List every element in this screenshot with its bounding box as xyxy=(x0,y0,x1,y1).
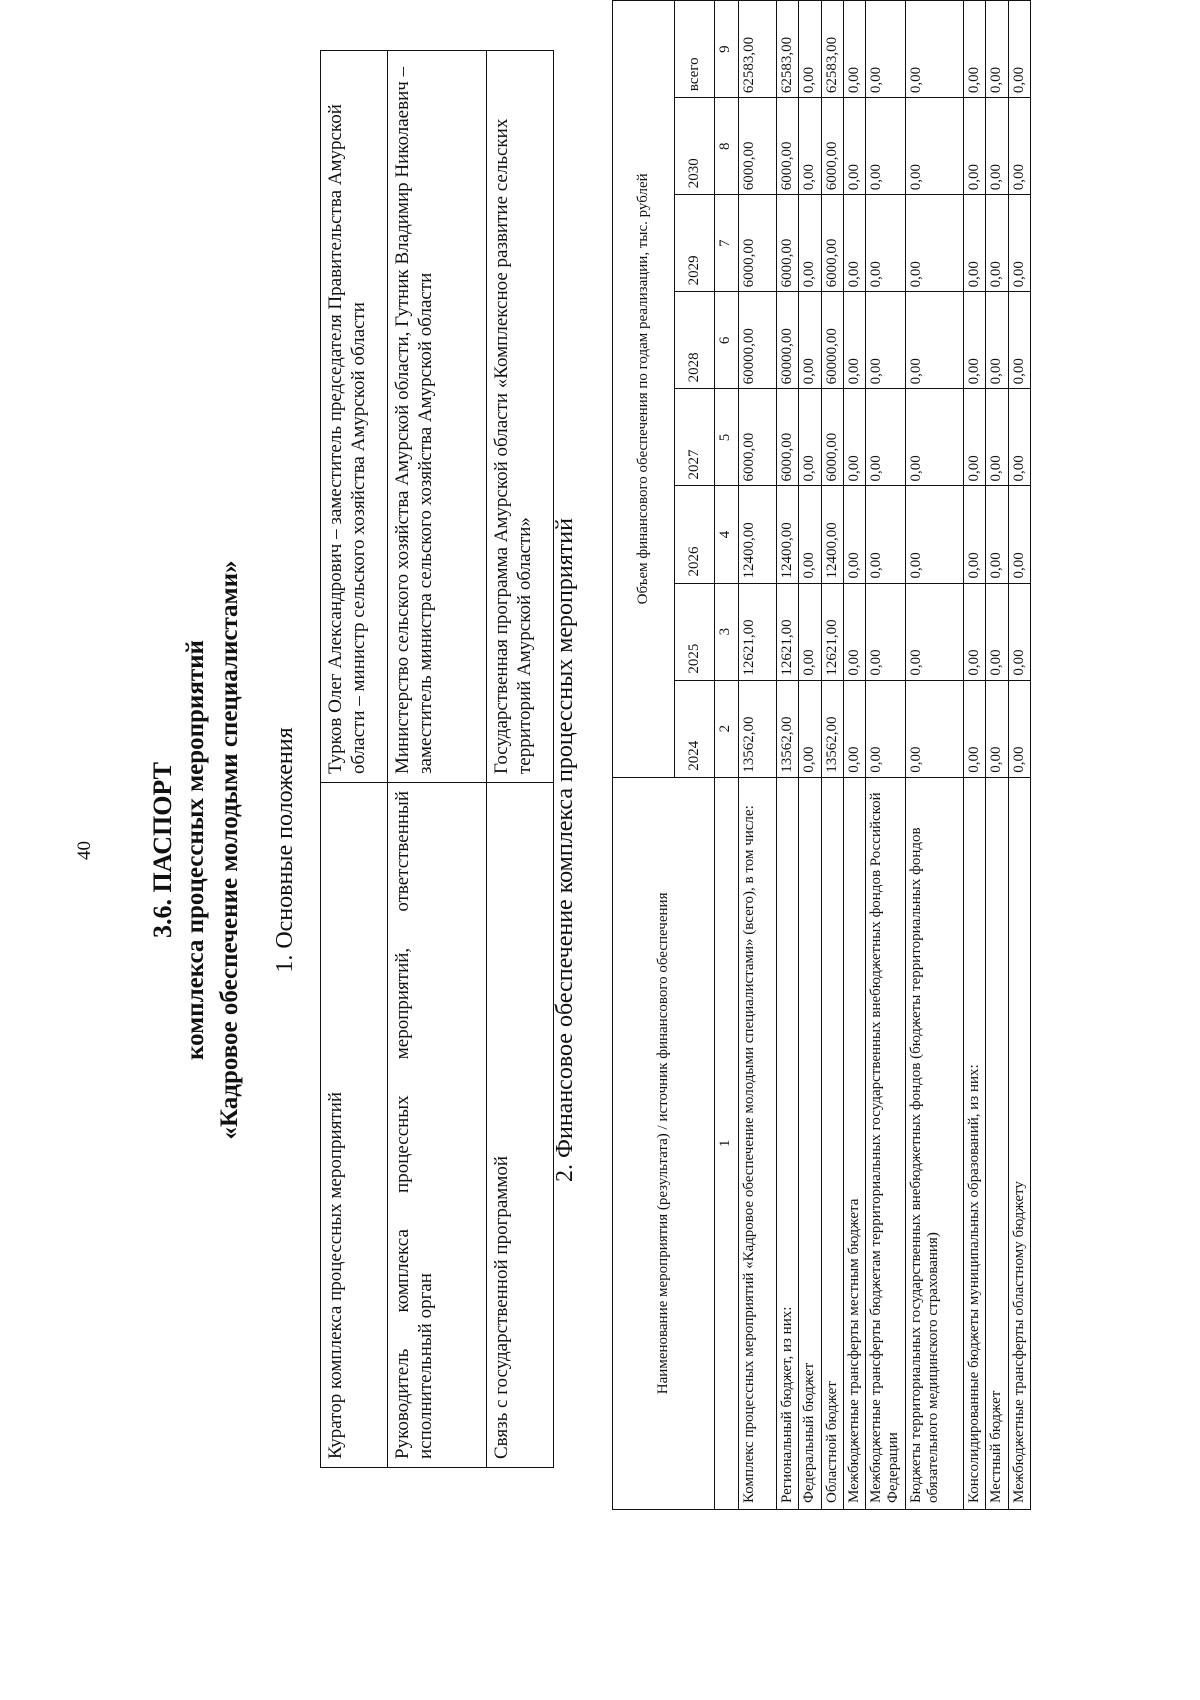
year-header: 2027 xyxy=(675,389,715,486)
row-name: Региональный бюджет, из них: xyxy=(777,777,799,1509)
value-cell: 12621,00 xyxy=(821,583,843,680)
value-cell: 0,00 xyxy=(866,486,906,583)
year-header: 2028 xyxy=(675,292,715,389)
column-number: 2 xyxy=(715,680,739,777)
financing-body xyxy=(739,1,1031,1510)
column-number: 3 xyxy=(715,583,739,680)
value-cell: 6000,00 xyxy=(739,389,777,486)
value-cell: 0,00 xyxy=(843,98,865,195)
row-key: Куратор комплекса процессных мероприятий xyxy=(321,783,388,1468)
value-cell: 0,00 xyxy=(843,583,865,680)
value-cell: 0,00 xyxy=(866,195,906,292)
value-cell: 0,00 xyxy=(1008,680,1030,777)
column-number: 9 xyxy=(715,1,739,98)
table-row xyxy=(986,1,1008,1510)
column-number: 7 xyxy=(715,195,739,292)
value-cell: 0,00 xyxy=(866,1,906,98)
value-cell: 0,00 xyxy=(986,680,1008,777)
year-header: 2026 xyxy=(675,486,715,583)
value-cell: 0,00 xyxy=(964,292,986,389)
value-cell: 60000,00 xyxy=(821,292,843,389)
column-number: 6 xyxy=(715,292,739,389)
value-cell: 0,00 xyxy=(906,389,964,486)
value-cell: 0,00 xyxy=(866,583,906,680)
value-cell: 0,00 xyxy=(799,680,821,777)
value-cell: 0,00 xyxy=(1008,583,1030,680)
row-name: Бюджеты территориальных государственных внебюджетных фондов (бюджеты территориальных фондов обязательного медицинского страхования) xyxy=(906,777,964,1509)
value-cell: 0,00 xyxy=(906,98,964,195)
value-cell: 0,00 xyxy=(799,583,821,680)
header-name: Наименование мероприятия (результата) / источник финансового обеспечения xyxy=(613,777,715,1509)
value-cell: 0,00 xyxy=(1008,195,1030,292)
basic-provisions-table xyxy=(320,50,554,1468)
value-cell: 6000,00 xyxy=(821,98,843,195)
value-cell: 0,00 xyxy=(964,1,986,98)
value-cell: 0,00 xyxy=(964,583,986,680)
value-cell: 6000,00 xyxy=(739,98,777,195)
value-cell: 62583,00 xyxy=(821,1,843,98)
table-row xyxy=(821,1,843,1510)
value-cell: 6000,00 xyxy=(739,195,777,292)
column-number: 4 xyxy=(715,486,739,583)
value-cell: 0,00 xyxy=(799,389,821,486)
value-cell: 60000,00 xyxy=(777,292,799,389)
value-cell: 0,00 xyxy=(843,1,865,98)
row-name: Комплекс процессных мероприятий «Кадровое обеспечение молодыми специалистами» (всего), в том числе: xyxy=(739,777,777,1509)
value-cell: 0,00 xyxy=(906,680,964,777)
value-cell: 0,00 xyxy=(866,680,906,777)
row-name: Межбюджетные трансферты областному бюджету xyxy=(1008,777,1030,1509)
value-cell: 0,00 xyxy=(964,195,986,292)
section1-heading: 1. Основные положения xyxy=(272,727,298,973)
value-cell: 12621,00 xyxy=(777,583,799,680)
value-cell: 12621,00 xyxy=(739,583,777,680)
column-numbers-row xyxy=(715,1,739,1510)
value-cell: 0,00 xyxy=(1008,389,1030,486)
table-row xyxy=(964,1,986,1510)
row-value: Турков Олег Александрович – заместитель председателя Правительства Амурской области – министр сельского хозяйства Амурской области xyxy=(321,51,388,783)
value-cell: 0,00 xyxy=(906,1,964,98)
value-cell: 0,00 xyxy=(986,98,1008,195)
row-name: Межбюджетные трансферты бюджетам территориальных государственных внебюджетных фондов Российской Федерации xyxy=(866,777,906,1509)
value-cell: 0,00 xyxy=(843,292,865,389)
value-cell: 13562,00 xyxy=(739,680,777,777)
table-row xyxy=(487,51,554,1468)
row-name: Консолидированные бюджеты муниципальных образований, из них: xyxy=(964,777,986,1509)
table-row xyxy=(1008,1,1030,1510)
value-cell: 0,00 xyxy=(843,389,865,486)
year-header: 2029 xyxy=(675,195,715,292)
column-number: 8 xyxy=(715,98,739,195)
value-cell: 0,00 xyxy=(799,292,821,389)
section2-heading: 2. Финансовое обеспечение комплекса процессных мероприятий xyxy=(552,518,578,1182)
value-cell: 0,00 xyxy=(906,486,964,583)
table-row xyxy=(843,1,865,1510)
row-key: Руководитель комплекса процессных мероприятий, ответственный исполнительный орган xyxy=(388,783,487,1468)
value-cell: 13562,00 xyxy=(777,680,799,777)
value-cell: 0,00 xyxy=(866,389,906,486)
value-cell: 60000,00 xyxy=(739,292,777,389)
value-cell: 0,00 xyxy=(986,292,1008,389)
value-cell: 12400,00 xyxy=(821,486,843,583)
table-row xyxy=(799,1,821,1510)
value-cell: 12400,00 xyxy=(777,486,799,583)
value-cell: 0,00 xyxy=(906,195,964,292)
table-row xyxy=(739,1,777,1510)
value-cell: 0,00 xyxy=(866,292,906,389)
table-row xyxy=(906,1,964,1510)
value-cell: 6000,00 xyxy=(777,195,799,292)
table-row xyxy=(777,1,799,1510)
value-cell: 0,00 xyxy=(799,486,821,583)
year-header: всего xyxy=(675,1,715,98)
year-header: 2025 xyxy=(675,583,715,680)
value-cell: 6000,00 xyxy=(777,98,799,195)
value-cell: 0,00 xyxy=(906,292,964,389)
table-row xyxy=(321,51,388,1468)
row-name: Областной бюджет xyxy=(821,777,843,1509)
value-cell: 0,00 xyxy=(964,389,986,486)
year-header: 2030 xyxy=(675,98,715,195)
passport-name: «Кадровое обеспечение молодыми специалистами» xyxy=(216,560,243,1140)
year-header: 2024 xyxy=(675,680,715,777)
column-number: 5 xyxy=(715,389,739,486)
value-cell: 6000,00 xyxy=(777,389,799,486)
passport-title: 3.6. ПАСПОРТ xyxy=(148,762,177,938)
row-value: Государственная программа Амурской области «Комплексное развитие сельских территорий Амурской области» xyxy=(487,51,554,783)
value-cell: 0,00 xyxy=(986,486,1008,583)
header-volume: Объем финансового обеспечения по годам реализации, тыс. рублей xyxy=(613,1,675,778)
value-cell: 0,00 xyxy=(964,98,986,195)
value-cell: 0,00 xyxy=(986,1,1008,98)
financing-table xyxy=(612,0,1031,1510)
passport-subtitle: комплекса процессных мероприятий xyxy=(182,640,209,1060)
value-cell: 0,00 xyxy=(866,98,906,195)
value-cell: 0,00 xyxy=(964,486,986,583)
row-key: Связь с государственной программой xyxy=(487,783,554,1468)
header-row xyxy=(613,1,675,1510)
table-row xyxy=(866,1,906,1510)
value-cell: 0,00 xyxy=(843,680,865,777)
value-cell: 62583,00 xyxy=(777,1,799,98)
row-name: Местный бюджет xyxy=(986,777,1008,1509)
value-cell: 0,00 xyxy=(986,389,1008,486)
column-number: 1 xyxy=(715,777,739,1509)
row-name: Федеральный бюджет xyxy=(799,777,821,1509)
row-name: Межбюджетные трансферты местным бюджета xyxy=(843,777,865,1509)
value-cell: 0,00 xyxy=(1008,1,1030,98)
row-value: Министерство сельского хозяйства Амурской области, Гутник Владимир Николаевич – заместитель министра сельского хозяйства Амурской области xyxy=(388,51,487,783)
value-cell: 62583,00 xyxy=(739,1,777,98)
value-cell: 0,00 xyxy=(986,195,1008,292)
value-cell: 0,00 xyxy=(964,680,986,777)
value-cell: 6000,00 xyxy=(821,389,843,486)
table-row xyxy=(388,51,487,1468)
value-cell: 0,00 xyxy=(1008,486,1030,583)
value-cell: 6000,00 xyxy=(821,195,843,292)
value-cell: 0,00 xyxy=(843,486,865,583)
value-cell: 0,00 xyxy=(799,1,821,98)
value-cell: 0,00 xyxy=(906,583,964,680)
value-cell: 0,00 xyxy=(799,98,821,195)
value-cell: 0,00 xyxy=(1008,292,1030,389)
page-number: 40 xyxy=(74,841,95,860)
value-cell: 0,00 xyxy=(1008,98,1030,195)
value-cell: 0,00 xyxy=(799,195,821,292)
value-cell: 12400,00 xyxy=(739,486,777,583)
value-cell: 13562,00 xyxy=(821,680,843,777)
value-cell: 0,00 xyxy=(843,195,865,292)
value-cell: 0,00 xyxy=(986,583,1008,680)
